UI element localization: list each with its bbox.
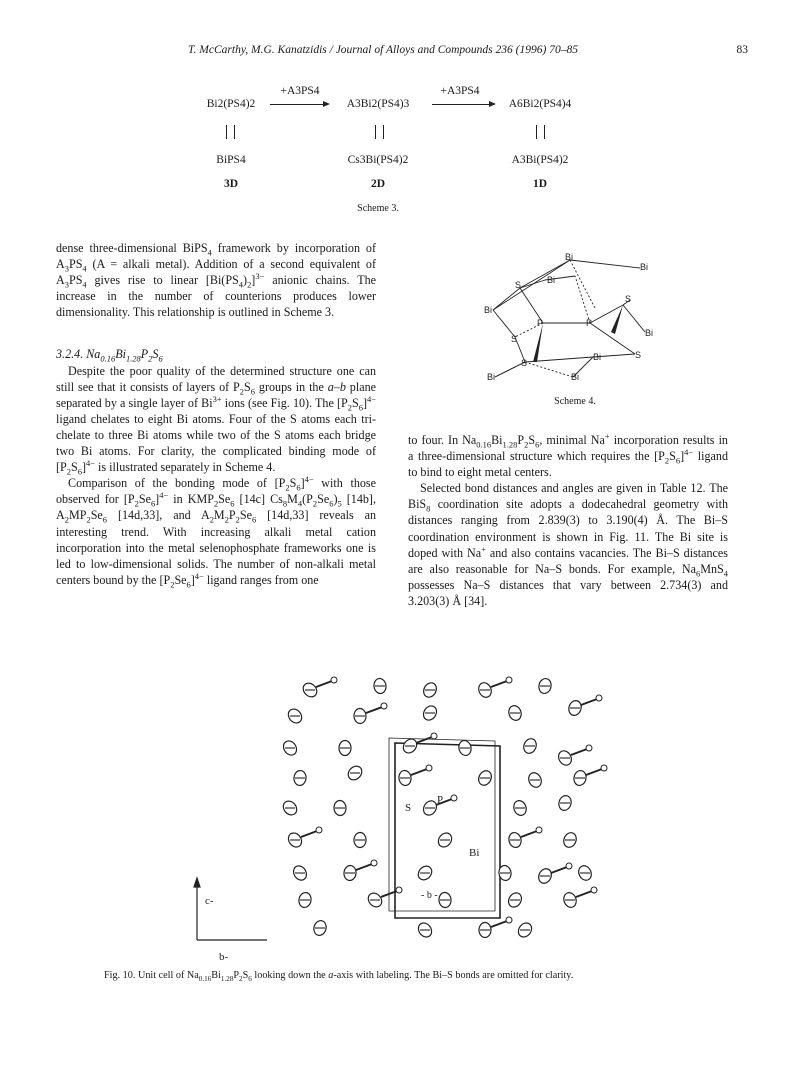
figure10-atom-motif [300,677,337,700]
figure10-atom-motif [286,706,305,725]
figure10-atom-motif [457,739,472,756]
scheme3-reagent-2: +A3PS4 [440,85,480,97]
scheme4-label-p-right: P [586,318,593,328]
figure10-atom-motif [415,863,434,882]
figure10-atom-motif [398,765,432,786]
figure10-atom-motif [293,770,307,786]
scheme3-equals-2 [375,125,384,139]
figure10-atom-motif [421,681,439,700]
scheme3-arrow-1 [270,104,328,105]
scheme4-label-bi-top: Bi [565,252,574,262]
figure10-atom-motif [354,703,387,724]
figure10-atom-motif [343,860,377,881]
section-heading: 3.2.4. $Na_{0.16}Bi_{1.28}P_2S_6$ [56,347,163,364]
figure10-atom-motif [436,830,455,849]
figure-10 [185,668,625,968]
running-title: T. McCarthy, M.G. Kanatzidis / Journal of Alloys and Compounds 236 (1996) 70–85 [188,44,578,56]
figure10-label-s: S [405,802,412,814]
scheme3-equals-1 [226,125,235,139]
scheme3-equiv-2: Cs3Bi(PS4)2 [347,154,409,166]
figure10-atom-motif [298,891,313,908]
figure10-atom-motif [421,703,439,722]
figure10-atom-motif [557,794,573,812]
scheme4-label-s-lower-left: S [511,334,518,344]
scheme4-caption: Scheme 4. [554,396,596,407]
figure10-atom-motif [312,919,328,937]
figure10-atom-motif [281,738,299,757]
figure10-atom-motif [512,799,528,817]
scheme4-label-bi-bottom: Bi [571,372,580,382]
figure10-atom-motif [339,740,352,755]
left-paragraph-3: Comparison of the bonding mode of $[P_2S_6]^{4-}$ with those observed for $[P_2Se_6]^{4-}$ in $KMP_2Se_6$ [14c] $Cs_8M_4(P_2Se_6)_5$ [14b], $A_2MP_2Se_6$ [14d,33], and $A_2M_2P_2Se_6$ [14d,33] reveals an interesting trend. With increasing alkali metal cation incorporation into the metal selenophosphate frameworks one is led to low-dimensional solids. The number of non-alkali metal centers bound by the $[P_2Se_6]^{4-}$ ligand ranges from one [56,474,377,590]
scheme4-structure [475,250,675,385]
figure10-axis-c-label: c- [205,895,214,907]
figure10-label-bi: Bi [469,847,480,859]
figure10-label-p: P [437,794,444,806]
scheme3-arrow-2 [432,104,494,105]
figure10-atom-motif [562,831,579,849]
figure10-atom-motif [562,887,597,909]
scheme3-dim-1: 3D [223,178,239,190]
scheme3-compound-1: Bi2(PS4)2 [206,98,256,110]
scheme4-label-bi-right: Bi [645,328,654,338]
figure10-atom-motif [291,863,309,882]
scheme3-equals-3 [536,125,545,139]
left-paragraph-1: dense three-dimensional BiPS$_4$ framework by incorporation of $A_3PS_4$ (A = alkali metal). Addition of a second equivalent of $A_3PS_4$ gives rise to linear $[Bi(PS_4)_2]^{3-}$ anionic chains. The increase in the number of counterions produces lower dimensionality. This relationship is outlined in Scheme 3. [56,241,377,320]
scheme4-label-s-bottom: S [521,358,528,368]
figure10-atom-motif [281,798,300,817]
scheme4-label-s-upper-left: S [515,280,522,290]
scheme3-compound-3: A6Bi2(PS4)4 [508,98,572,110]
scheme4-label-s-right: S [625,294,632,304]
figure10-axis-b-label: b- [219,951,229,963]
scheme3-caption: Scheme 3. [357,203,399,214]
scheme4-label-bi-inner: Bi [547,275,556,285]
figure10-atom-motif [354,832,366,847]
figure10-atom-motif [286,827,322,850]
figure10-atom-motif [476,769,494,788]
figure10-atom-motif [438,892,451,908]
figure10-atom-motif [345,763,364,782]
figure10-atom-motif [536,863,572,885]
scheme-3 [0,0,788,230]
scheme3-equiv-1: BiPS4 [216,154,246,166]
page-number: 83 [736,44,748,56]
scheme3-compound-2: A3Bi2(PS4)3 [346,98,410,110]
figure10-atom-motif [476,677,512,699]
figure10-atom-motif [573,765,607,787]
figure10-label-b-mid: - b - [421,890,438,901]
scheme3-dim-2: 2D [370,178,386,190]
figure10-unit-cell [185,668,625,968]
scheme4-label-bi-lower: Bi [593,352,602,362]
figure10-atom-motif [537,677,552,694]
scheme4-label-s-lower-right: S [635,350,642,360]
figure10-atom-motif [516,920,535,939]
figure10-atom-motif [507,827,542,849]
right-paragraph-1: to four. In $Na_{0.16}Bi_{1.28}P_2S_6$, minimal Na+ incorporation results in a three-dimensional structure which requires the $[P_2S_6]^{4-}$ ligand to bind to eight metal centers. [408,430,728,480]
figure10-atom-motif [479,917,512,938]
right-paragraph-2: Selected bond distances and angles are given in Table 12. The BiS$_8$ coordination site adopts a dodecahedral geometry with distances ranging from 2.839(3) to 3.190(4) Å. The Bi–S coordination environment is shown in Fig. 11. The Bi site is doped with Na+ and also contains vacancies. The Bi–S distances are also reasonable for Na–S bonds. For example, $Na_6MnS_4$ possesses Na–S distances that vary between 2.734(3) and 3.203(3) Å [34]. [408,481,728,608]
scheme3-dim-3: 1D [532,178,548,190]
figure10-caption: Fig. 10. Unit cell of $Na_{0.16}Bi_{1.28}P_2S_6$ looking down the a-axis with labeling. The Bi–S bonds are omitted for clarity. [104,970,574,984]
scheme4-label-bi-bottom-left: Bi [487,372,496,382]
figure10-atom-motif [333,800,346,816]
figure10-atom-motif [506,890,524,909]
right-column [408,432,728,609]
scheme3-equiv-3: A3Bi(PS4)2 [511,154,569,166]
left-paragraph-2: Despite the poor quality of the determined structure one can still see that it consists of layers of $P_2S_6$ groups in the a–b plane separated by a single layer of $Bi^{3+}$ ions (see Fig. 10). The $[P_2S_6]^{4-}$ ligand chelates to eight Bi atoms. Four of the S atoms each tri-chelate to three Bi atoms while two of the S atoms each bridge two Bi atoms. For clarity, the complicated binding mode of $[P_2S_6]^{4-}$ is illustrated separately in Scheme 4. [56,363,376,477]
scheme4-label-bi-right-top: Bi [640,262,649,272]
figure10-atom-motif [576,864,593,883]
figure10-atom-motif [373,678,387,695]
figure10-atom-motif [556,745,592,767]
figure10-atom-motif [522,737,539,755]
scheme4-label-bi-left: Bi [484,305,493,315]
scheme4-label-p-left: P [537,318,544,328]
figure10-atom-motif [567,695,602,717]
figure10-atom-motif [416,920,435,939]
left-column [56,240,376,588]
scheme3-reagent-1: +A3PS4 [280,85,320,97]
figure10-atom-motif [366,887,402,910]
figure10-atom-motif [526,771,543,790]
figure10-atom-motif [507,704,523,722]
scheme-4 [475,250,675,410]
